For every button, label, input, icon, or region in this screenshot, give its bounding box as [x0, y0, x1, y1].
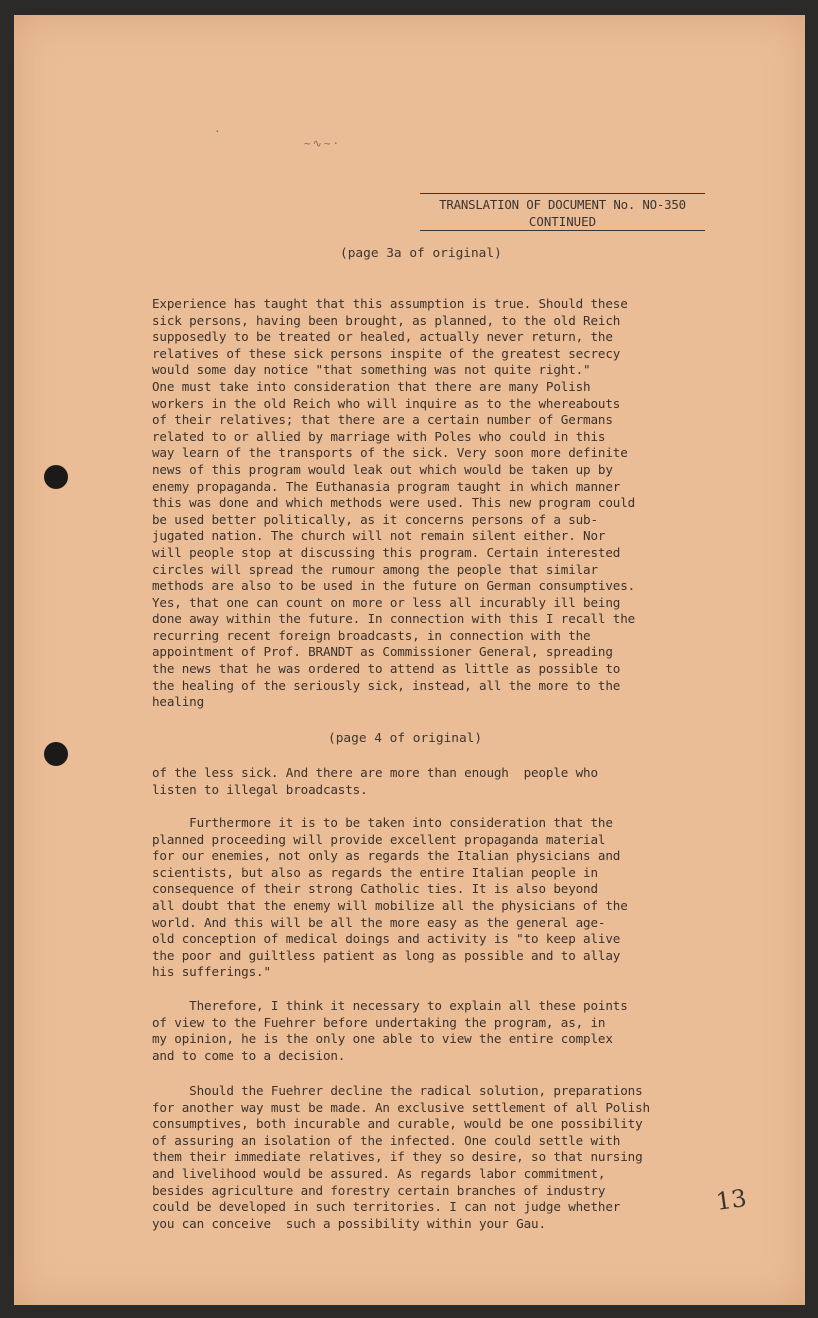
- text-line: healing: [152, 694, 205, 710]
- paragraph-3: [152, 815, 628, 981]
- header-title: TRANSLATION OF DOCUMENT No. NO-350: [439, 197, 686, 212]
- text-line: this was done and which methods were used. This new program could: [152, 495, 636, 511]
- text-line: of view to the Fuehrer before undertaking the program, as, in: [152, 1014, 606, 1030]
- ink-smudge: ~∿~·: [304, 137, 342, 150]
- text-line: be used better politically, as it concerns persons of a sub-: [152, 511, 598, 527]
- text-line: his sufferings.": [152, 964, 271, 980]
- text-line: way learn of the transports of the sick. Very soon more definite: [152, 445, 628, 461]
- handwritten-page-number: 13: [714, 1184, 749, 1216]
- text-line: Yes, that one can count on more or less all incurably ill being: [152, 594, 621, 610]
- text-line: and livelihood would be assured. As regards labor commitment,: [152, 1165, 606, 1181]
- text-line: done away within the future. In connection with this I recall the: [152, 611, 636, 627]
- text-line: enemy propaganda. The Euthanasia program taught in which manner: [152, 478, 621, 494]
- text-line: them their immediate relatives, if they so desire, so that nursing: [152, 1149, 643, 1165]
- text-line: methods are also to be used in the future on German consumptives.: [152, 578, 636, 594]
- text-line: jugated nation. The church will not remain silent either. Nor: [152, 528, 606, 544]
- text-line: Therefore, I think it necessary to explain all these points: [152, 998, 628, 1013]
- text-line: would some day notice "that something was not quite right.": [152, 362, 591, 378]
- text-line: of their relatives; that there are a certain number of Germans: [152, 412, 613, 428]
- document-header: [420, 193, 705, 231]
- text-line: planned proceeding will provide excellent propaganda material: [152, 831, 606, 847]
- text-line: you can conceive such a possibility within your Gau.: [152, 1215, 546, 1231]
- text-line: could be developed in such territories. I can not judge whether: [152, 1199, 621, 1215]
- paragraph-1: [152, 296, 635, 711]
- paragraph-2: [152, 765, 598, 798]
- text-line: the healing of the seriously sick, instead, all the more to the: [152, 677, 621, 693]
- text-line: world. And this will be all the more easy as the general age-: [152, 914, 606, 930]
- text-line: of assuring an isolation of the infected. One could settle with: [152, 1132, 621, 1148]
- paragraph-4: [152, 998, 628, 1064]
- text-line: for another way must be made. An exclusive settlement of all Polish: [152, 1099, 650, 1115]
- text-line: and to come to a decision.: [152, 1047, 346, 1063]
- text-line: One must take into consideration that there are many Polish: [152, 378, 591, 394]
- ink-speck: ·: [214, 125, 223, 138]
- paragraph-5: [152, 1083, 650, 1232]
- text-line: circles will spread the rumour among the people that similar: [152, 561, 598, 577]
- header-bottom-rule: [420, 230, 705, 231]
- punch-hole-top: [44, 465, 68, 489]
- text-line: all doubt that the enemy will mobilize all the physicians of the: [152, 897, 628, 913]
- text-line: the news that he was ordered to attend as little as possible to: [152, 661, 621, 677]
- page-marker-4: (page 4 of original): [328, 731, 483, 746]
- text-line: Experience has taught that this assumption is true. Should these: [152, 296, 628, 311]
- text-line: relatives of these sick persons inspite of the greatest secrecy: [152, 345, 621, 361]
- text-line: the poor and guiltless patient as long as possible and to allay: [152, 947, 621, 963]
- text-line: recurring recent foreign broadcasts, in connection with the: [152, 627, 591, 643]
- text-line: besides agriculture and forestry certain branches of industry: [152, 1182, 606, 1198]
- punch-hole-bottom: [44, 742, 68, 766]
- page-marker-3a: (page 3a of original): [340, 246, 502, 261]
- text-line: Furthermore it is to be taken into consideration that the: [152, 815, 613, 830]
- text-line: for our enemies, not only as regards the Italian physicians and: [152, 848, 621, 864]
- text-line: listen to illegal broadcasts.: [152, 781, 368, 797]
- text-line: supposedly to be treated or healed, actually never return, the: [152, 329, 613, 345]
- text-line: consequence of their strong Catholic ties. It is also beyond: [152, 881, 598, 897]
- text-line: of the less sick. And there are more than enough people who: [152, 765, 598, 780]
- text-line: related to or allied by marriage with Poles who could in this: [152, 428, 606, 444]
- text-line: appointment of Prof. BRANDT as Commissioner General, spreading: [152, 644, 613, 660]
- text-line: scientists, but also as regards the entire Italian people in: [152, 864, 598, 880]
- text-line: sick persons, having been brought, as planned, to the old Reich: [152, 312, 621, 328]
- text-line: my opinion, he is the only one able to view the entire complex: [152, 1031, 613, 1047]
- text-line: old conception of medical doings and activity is "to keep alive: [152, 931, 621, 947]
- text-line: consumptives, both incurable and curable, would be one possibility: [152, 1116, 643, 1132]
- header-continued: CONTINUED: [528, 214, 597, 229]
- text-line: workers in the old Reich who will inquire as to the whereabouts: [152, 395, 621, 411]
- text-line: will people stop at discussing this program. Certain interested: [152, 544, 621, 560]
- text-line: news of this program would leak out which would be taken up by: [152, 461, 613, 477]
- text-line: Should the Fuehrer decline the radical solution, preparations: [152, 1083, 643, 1098]
